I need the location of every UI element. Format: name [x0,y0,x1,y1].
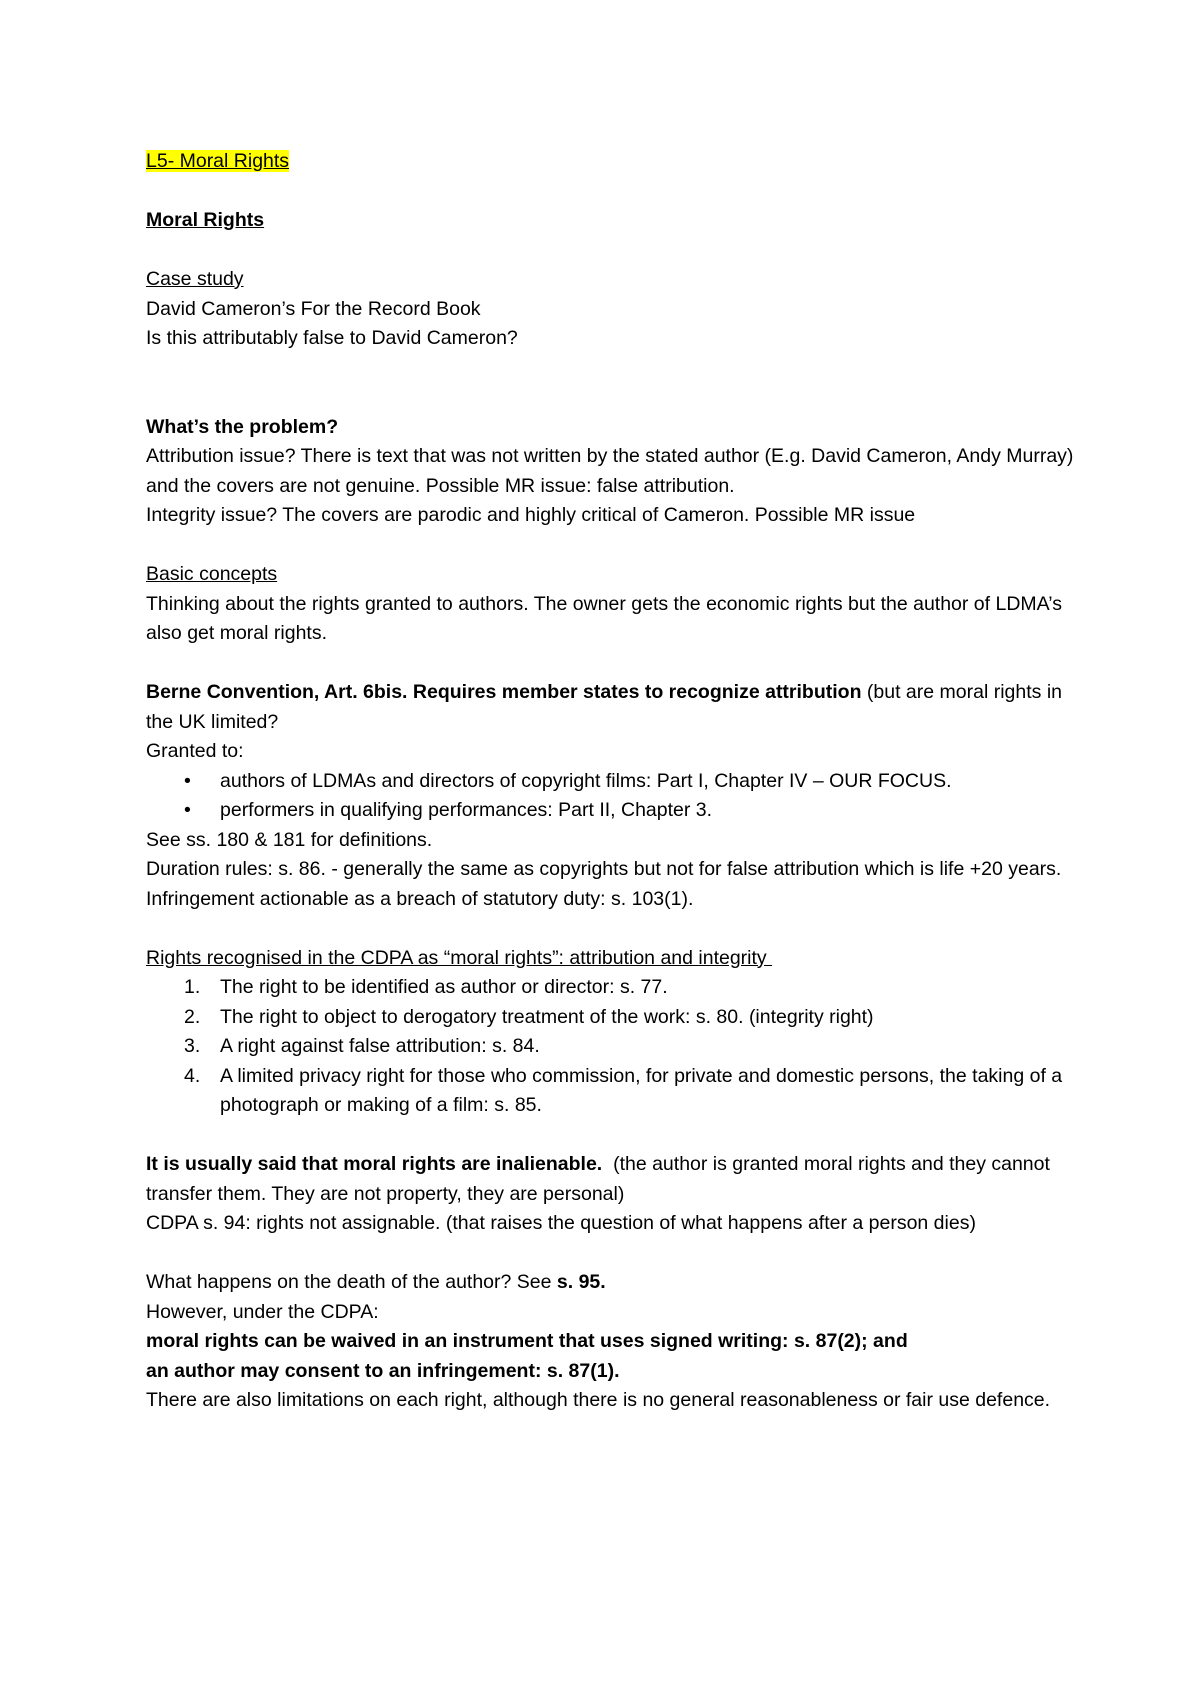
inalienable-bold: It is usually said that moral rights are inalienable. [146,1153,603,1175]
problem-paragraph: Attribution issue? There is text that was not written by the stated author (E.g. David Cameron, Andy Murray) and the covers are not genuine. Possible MR issue: false attribution. [146,445,1079,497]
section-heading: Moral Rights [146,209,265,231]
infringement-line: Infringement actionable as a breach of statutory duty: s. 103(1). [146,887,694,910]
list-item [184,1062,1080,1121]
consent-line: an author may consent to an infringement: s. 87(1). [146,1359,620,1382]
berne-rest: (but are moral rights in the UK limited? [146,681,1068,733]
rights-recognised-label: Rights recognised in the CDPA as “moral rights”: attribution and integrity [146,946,773,969]
document-title [146,147,1080,177]
list-number: 4. [184,1064,201,1087]
case-study-line: David Cameron’s For the Record Book [146,297,481,320]
list-number: 2. [184,1005,201,1028]
list-item [184,973,1080,1003]
list-number: 1. [184,976,201,998]
waiver-line: moral rights can be waived in an instrument that uses signed writing: s. 87(2); and [146,1330,908,1352]
granted-to-label: Granted to: [146,740,244,762]
spacer [146,236,1080,266]
list-item: • performers in qualifying performances: Part II, Chapter 3. [220,796,1080,826]
basic-concepts-label: Basic concepts [146,563,278,585]
list-text: The right to be identified as author or director: s. 77. [220,976,668,998]
list-item [184,1003,1080,1033]
limitations-line: There are also limitations on each right, although there is no general reasonableness or fair use defence. [146,1389,1051,1411]
problem-label: What’s the problem? [146,415,339,438]
definitions-line: See ss. 180 & 181 for definitions. [146,828,433,851]
death-question-ref: s. 95. [556,1271,606,1293]
problem-paragraph: Integrity issue? The covers are parodic and highly critical of Cameron. Possible MR issue [146,504,916,526]
case-study-label: Case study [146,268,244,290]
spacer [146,177,1080,207]
death-question [146,1268,1080,1298]
spacer [146,649,1080,679]
list-item: • authors of LDMAs and directors of copyright films: Part I, Chapter IV – OUR FOCUS. [220,767,1080,797]
inalienable-rest: (the author is granted moral rights and they cannot transfer them. They are not property, they are personal) [146,1153,1056,1205]
title-highlight: L5- Moral Rights [146,150,290,172]
granted-list [146,767,1080,826]
berne-bold: Berne Convention, Art. 6bis. Requires member states to recognize attribution [146,681,862,703]
death-question-text: What happens on the death of the author? See [146,1271,557,1293]
cdpa-line: CDPA s. 94: rights not assignable. (that raises the question of what happens after a person dies) [146,1212,976,1234]
list-number: 3. [184,1035,201,1057]
spacer [146,354,1080,413]
however-line: However, under the CDPA: [146,1300,379,1323]
spacer [146,1121,1080,1151]
berne-paragraph [146,678,1080,737]
list-item [184,1032,1080,1062]
inalienable-paragraph [146,1150,1080,1209]
rights-list [146,973,1080,1121]
list-text: A limited privacy right for those who commission, for private and domestic persons, the taking of a photograph or making of a film: s. 85. [220,1064,1063,1116]
list-text: The right to object to derogatory treatment of the work: s. 80. (integrity right) [220,1005,874,1028]
basic-concepts-text: Thinking about the rights granted to authors. The owner gets the economic rights but the author of LDMA’s also get moral rights. [146,592,1068,644]
case-study-line: Is this attributably false to David Cameron? [146,327,518,349]
duration-line: Duration rules: s. 86. - generally the same as copyrights but not for false attribution which is life +20 years. [146,858,1062,880]
spacer [146,914,1080,944]
list-text: A right against false attribution: s. 84. [220,1035,540,1057]
spacer [146,1239,1080,1269]
spacer [146,531,1080,561]
